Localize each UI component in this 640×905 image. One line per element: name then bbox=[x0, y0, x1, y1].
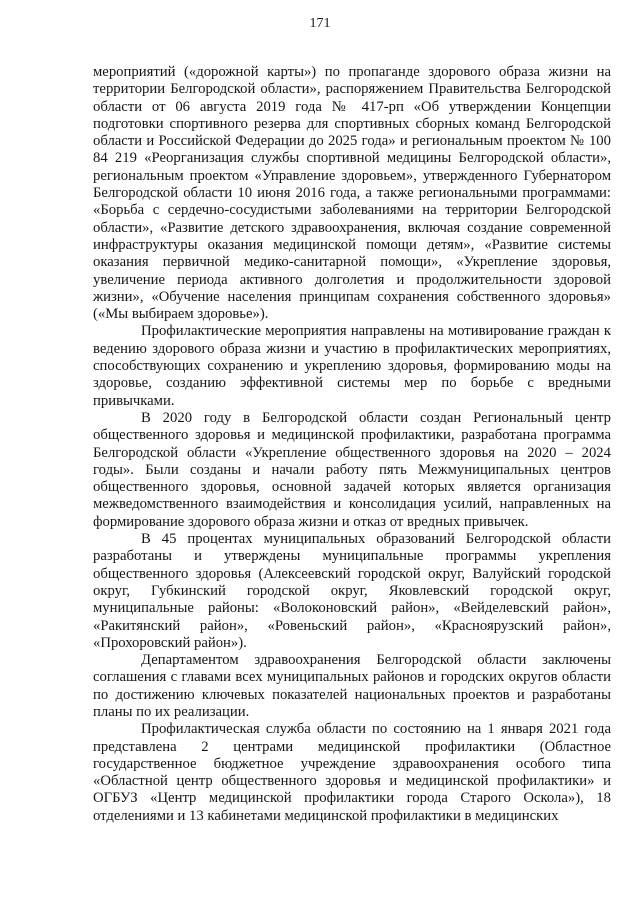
page-number: 171 bbox=[309, 16, 331, 31]
paragraph-continuation: мероприятий («дорожной карты») по пропаганде здорового образа жизни на территории Белгородской области», распоряжением Правительства Белгородской области от 06 августа 2019 года № 417-рп «Об утверждении Концепции подготовки спортивного резерва для спортивных сборных команд Белгородской области и Российской Федерации до 2025 года» и региональным проектом № 100 84 219 «Реорганизация службы спортивной медицины Белгородской области», региональным проектом «Управление здоровьем», утвержденного Губернатором Белгородской области 10 июня 2016 года, а также региональными программами: «Борьба с сердечно-сосудистыми заболеваниями на территории Белгородской области», «Развитие детского здравоохранения, включая создание современной инфраструктуры оказания медицинской помощи детям», «Развитие системы оказания первичной медико-санитарной помощи», «Укрепление здоровья, увеличение периода активного долголетия и продолжительности здоровой жизни», «Обучение населения принципам сохранения собственного здоровья» («Мы выбираем здоровье»). bbox=[93, 64, 611, 323]
paragraph-prevention-service: Профилактическая служба области по состоянию на 1 января 2021 года представлена 2 центрами медицинской профилактики (Областное государственное бюджетное учреждение здравоохранения особого типа «Областной центр общественного здоровья и медицинской профилактики» и ОГБУЗ «Центр медицинской профилактики города Старого Оскола»), 18 отделениями и 13 кабинетами медицинской профилактики в медицинских bbox=[93, 721, 611, 824]
paragraph-prevention-measures: Профилактические мероприятия направлены на мотивирование граждан к ведению здорового образа жизни и участию в профилактических мероприятиях, способствующих сохранению и укреплению здоровья, формированию моды на здоровье, созданию эффективной системы мер по борьбе с вредными привычками. bbox=[93, 323, 611, 409]
document-body bbox=[93, 64, 611, 825]
paragraph-municipal-programs: В 45 процентах муниципальных образований Белгородской области разработаны и утверждены муниципальные программы укрепления общественного здоровья (Алексеевский городской округ, Валуйский городской округ, Губкинский городской округ, Яковлевский городской округ, муниципальные районы: «Волоконовский район», «Вейделевский район», «Ракитянский район», «Ровеньский район», «Красноярузский район», «Прохоровский район»). bbox=[93, 531, 611, 651]
paragraph-regional-center: В 2020 году в Белгородской области создан Региональный центр общественного здоровья и медицинской профилактики, разработана программа Белгородской области «Укрепление общественного здоровья на 2020 – 2024 годы». Были созданы и начали работу пять Межмуниципальных центров общественного здоровья, основной задачей которых является организация межведомственного взаимодействия и консолидация усилий, направленных на формирование здорового образа жизни и отказ от вредных привычек. bbox=[93, 409, 611, 530]
paragraph-agreements: Департаментом здравоохранения Белгородской области заключены соглашения с главами всех муниципальных районов и городских округов области по достижению ключевых показателей национальных проектов и разработаны планы по их реализации. bbox=[93, 652, 611, 720]
